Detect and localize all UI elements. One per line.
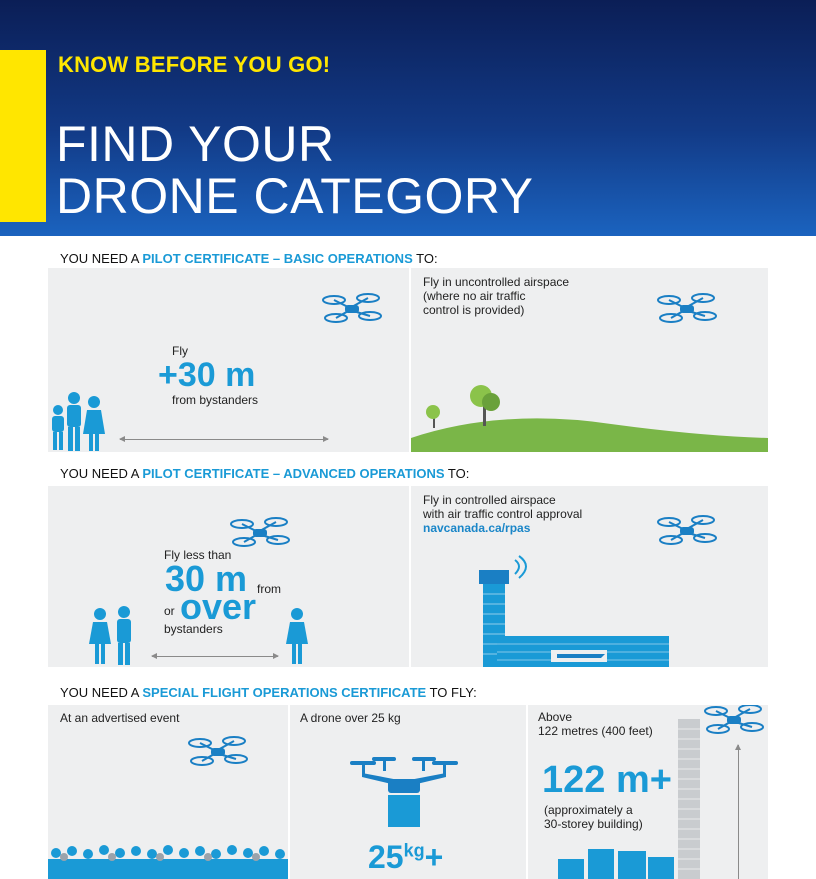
title-line-1: FIND YOUR xyxy=(56,116,335,172)
header-banner xyxy=(0,0,816,236)
caption-line: control is provided) xyxy=(423,303,525,317)
building-icon xyxy=(528,719,768,879)
advanced-bystanders-text: bystanders xyxy=(164,622,223,636)
caption-line: 122 metres (400 feet) xyxy=(538,724,653,738)
altitude-value: 122 m+ xyxy=(542,759,672,801)
basic-bystanders-text: from bystanders xyxy=(172,393,259,407)
label-prefix: YOU NEED A xyxy=(60,466,143,481)
event-panel xyxy=(48,705,288,879)
label-prefix: YOU NEED A xyxy=(60,685,143,700)
basic-distance: +30 m xyxy=(158,356,256,394)
advanced-airspace-panel xyxy=(411,486,768,667)
weight-number: 25 xyxy=(368,839,404,875)
navcanada-link[interactable]: navcanada.ca/rpas xyxy=(423,521,531,535)
caption-line: Above xyxy=(538,710,573,724)
label-suffix: TO: xyxy=(444,466,470,481)
heavy-drone-caption: A drone over 25 kg xyxy=(300,711,401,725)
person-icon xyxy=(48,388,108,452)
label-prefix: YOU NEED A xyxy=(60,251,143,266)
weight-plus: + xyxy=(424,839,444,875)
page-title xyxy=(56,118,533,222)
advanced-distance: 30 m xyxy=(165,558,248,599)
altitude-arrow xyxy=(738,745,739,879)
advanced-from-text: from xyxy=(257,582,281,596)
advanced-or-text: or xyxy=(164,604,175,618)
caption-line: Fly in controlled airspace xyxy=(423,493,556,507)
drone-icon xyxy=(655,512,719,552)
kicker-text: KNOW BEFORE YOU GO! xyxy=(58,52,331,77)
advanced-over-text: over xyxy=(180,586,257,627)
label-suffix: TO: xyxy=(412,251,438,266)
note-line: (approximately a xyxy=(544,803,633,817)
advanced-section-label xyxy=(60,466,469,481)
basic-fly-text: Fly xyxy=(172,344,188,358)
accent-bar xyxy=(0,50,46,222)
basic-airspace-caption xyxy=(423,275,569,317)
distance-arrow xyxy=(152,656,278,657)
basic-airspace-panel xyxy=(411,268,768,452)
heavy-drone-panel xyxy=(290,705,526,879)
advanced-bystanders-panel xyxy=(48,486,409,667)
drone-icon xyxy=(320,290,384,330)
label-suffix: TO FLY: xyxy=(426,685,477,700)
title-line-2: DRONE CATEGORY xyxy=(56,168,534,224)
tree-icon xyxy=(411,378,768,452)
caption-line: Fly in uncontrolled airspace xyxy=(423,275,570,289)
label-accent: SPECIAL FLIGHT OPERATIONS CERTIFICATE xyxy=(142,685,427,700)
label-accent: PILOT CERTIFICATE – BASIC OPERATIONS xyxy=(142,251,413,266)
caption-line: with air traffic control approval xyxy=(423,507,583,521)
drone-icon xyxy=(186,733,250,773)
caption-line: (where no air traffic xyxy=(423,289,526,303)
weight-value xyxy=(368,839,443,876)
weight-unit: kg xyxy=(403,840,425,861)
drone-icon xyxy=(655,290,719,330)
label-accent: PILOT CERTIFICATE – ADVANCED OPERATIONS xyxy=(142,466,445,481)
person-icon xyxy=(284,606,310,666)
advanced-airspace-caption xyxy=(423,493,582,535)
basic-bystanders-panel xyxy=(48,268,409,452)
altitude-panel xyxy=(528,705,768,879)
advanced-fly-text: Fly less than xyxy=(164,548,232,562)
basic-section-label xyxy=(60,251,438,266)
person-icon xyxy=(88,604,138,666)
cargo-drone-icon xyxy=(348,757,460,829)
crowd-icon xyxy=(48,845,288,879)
drone-icon xyxy=(702,705,766,741)
drone-icon xyxy=(228,514,292,554)
special-section-label xyxy=(60,685,477,700)
airplane-icon xyxy=(497,636,669,667)
distance-arrow xyxy=(120,439,328,440)
event-caption: At an advertised event xyxy=(60,711,180,725)
note-line: 30-storey building) xyxy=(544,817,643,831)
